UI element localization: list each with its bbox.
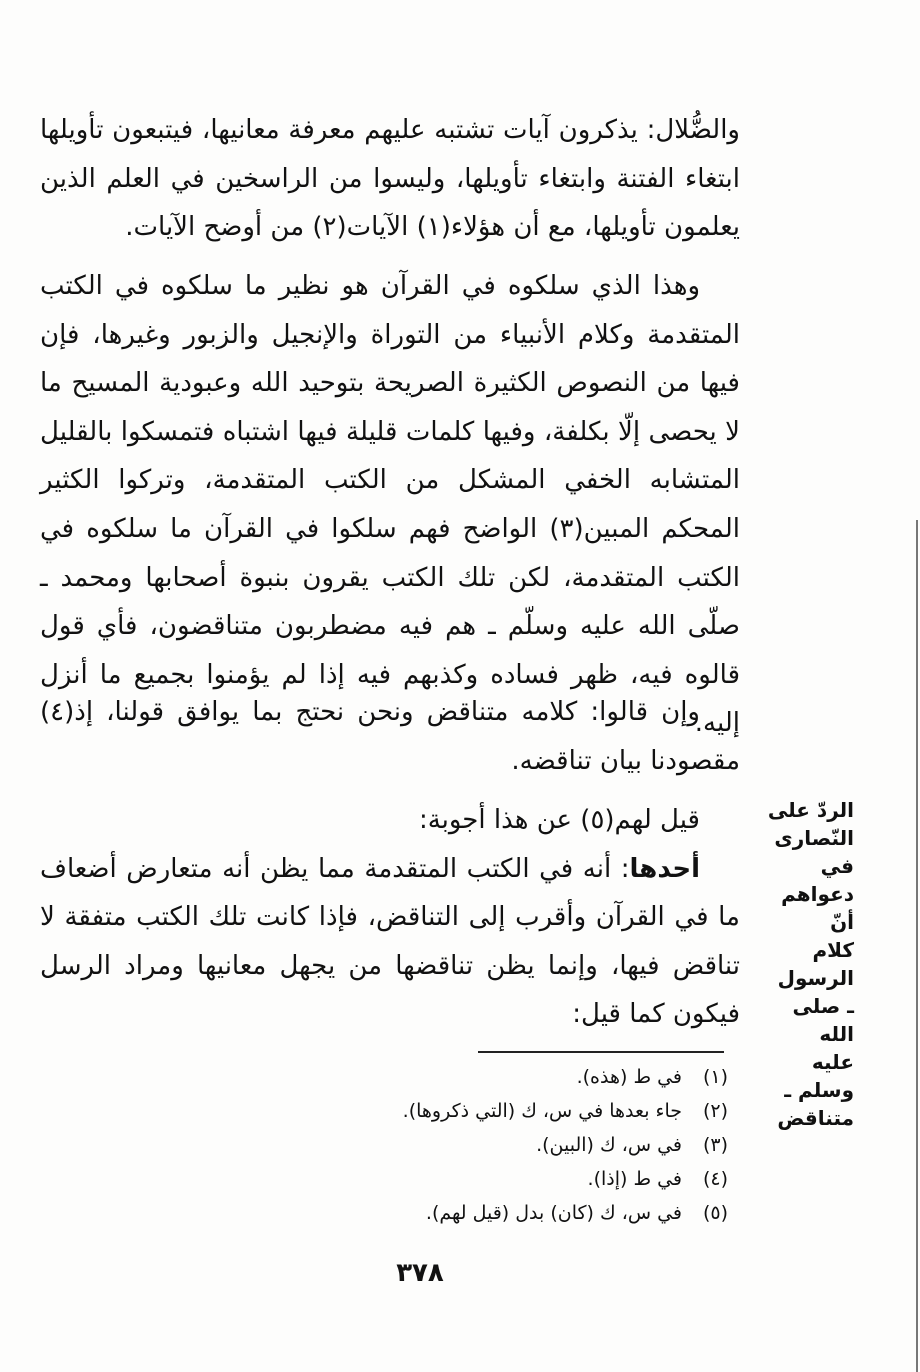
paragraph-1	[40, 106, 740, 252]
page-edge-line	[916, 520, 918, 1372]
footnote-2	[300, 1094, 728, 1128]
first-answer-text: : أنه في الكتب المتقدمة مما يظن أنه متعارض أضعاف ما في القرآن وأقرب إلى التناقض، فإذا كانت تلك الكتب متفقة لا تناقض فيها، وإنما يظن تناقضها من يجهل معانيها ومراد الرسل فيكون كما قيل:	[40, 853, 740, 1030]
paragraph-text: وهذا الذي سلكوه في القرآن هو نظير ما سلكوه في الكتب المتقدمة وكلام الأنبياء من التوراة والإنجيل والزبور وغيرها، فإن فيها من النصوص الكثيرة الصريحة بتوحيد الله وعبودية المسيح ما لا يحصى إلّا بكلفة، وفيها كلمات قليلة فيها اشتباه فتمسكوا بالقليل المتشابه الخفي المشكل من الكتب المتقدمة، وتركوا الكثير المحكم المبين(٣) الواضح فهم سلكوا في القرآن ما سلكوه في الكتب المتقدمة، لكن تلك الكتب يقرون بنبوة أصحابها ومحمد ـ صلّى الله عليه وسلّم ـ هم فيه مضطربون متناقضون، فأي قول قالوه فيه، ظهر فساده وكذبهم فيه إذا لم يؤمنوا بجميع ما أنزل إليه.	[40, 271, 740, 739]
footnote-number: (٢)	[702, 1100, 728, 1122]
footnote-text: في ط (هذه).	[576, 1066, 682, 1088]
footnote-text: في س، ك (كان) بدل (قيل لهم).	[425, 1202, 682, 1224]
paragraph-text: وإن قالوا: كلامه متناقض ونحن نحتج بما يوافق قولنا، إذ(٤) مقصودنا بيان تناقضه.	[40, 697, 740, 776]
answers-intro: قيل لهم(٥) عن هذا أجوبة:	[418, 805, 700, 835]
footnotes	[300, 1060, 728, 1230]
paragraph-3	[40, 688, 740, 785]
page-number: ٣٧٨	[396, 1258, 444, 1288]
paragraph-text: والضُّلال: يذكرون آيات تشتبه عليهم معرفة معانيها، فيتبعون تأويلها ابتغاء الفتنة وابتغاء تأويلها، وليسوا من الراسخين في العلم الذين يعلمون تأويلها، مع أن هؤلاء(١) الآيات(٢) من أوضح الآيات.	[40, 115, 740, 243]
footnote-text: جاء بعدها في س، ك (التي ذكروها).	[402, 1100, 682, 1122]
footnote-separator	[478, 1051, 724, 1053]
paragraph-2	[40, 262, 740, 748]
footnote-text: في ط (إذا).	[587, 1168, 682, 1190]
footnote-5	[300, 1196, 728, 1230]
first-answer-lead: أحدها	[629, 853, 700, 884]
first-answer	[40, 845, 740, 1039]
footnote-3	[300, 1128, 728, 1162]
footnote-1	[300, 1060, 728, 1094]
footnote-number: (١)	[702, 1066, 728, 1088]
footnote-number: (٣)	[702, 1134, 728, 1156]
footnote-text: في س، ك (البين).	[536, 1134, 682, 1156]
footnote-number: (٤)	[702, 1168, 728, 1190]
margin-heading: الردّ على النّصارى في دعواهم أنّ كلام الرسول ـ صلى الله عليه وسلم ـ متناقض	[767, 798, 854, 1130]
footnote-4	[300, 1162, 728, 1196]
answers-section	[40, 796, 740, 1039]
footnote-number: (٥)	[702, 1202, 728, 1224]
